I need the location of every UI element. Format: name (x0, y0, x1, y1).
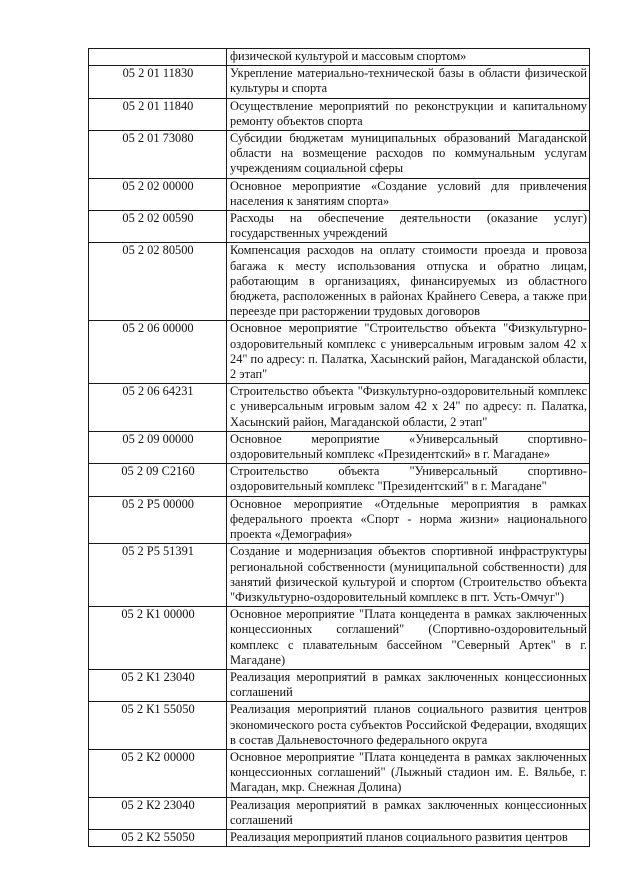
table-row (89, 797, 590, 829)
table-row (89, 464, 590, 496)
description-cell: Основное мероприятие "Плата концедента в рамках заключенных концессионных соглашений" (Лыжный стадион им. Е. Вяльбе, г. Магадан, мкр. Снежная Долина) (227, 749, 590, 797)
description-cell: Основное мероприятие «Отдельные мероприятия в рамках федерального проекта «Спорт - норма жизни» национального проекта «Демография» (227, 496, 590, 544)
budget-classification-page (88, 48, 590, 847)
table-row (89, 131, 590, 179)
table-row (89, 607, 590, 670)
description-cell: Расходы на обеспечение деятельности (оказание услуг) государственных учреждений (227, 211, 590, 243)
table-row (89, 749, 590, 797)
budget-code-table (88, 48, 590, 847)
budget-code-cell: 05 2 02 00000 (89, 178, 227, 210)
description-cell: Компенсация расходов на оплату стоимости проезда и провоза багажа к месту использования отпуска и обратно лицам, работающим в организациях, финансируемых из областного бюджета, расположенных в районах Крайнего Севера, а также при переезде при расторжении трудовых договоров (227, 243, 590, 321)
budget-code-cell: 05 2 Р5 00000 (89, 496, 227, 544)
budget-code-cell: 05 2 01 11840 (89, 98, 227, 130)
description-cell: Осуществление мероприятий по реконструкции и капитальному ремонту объектов спорта (227, 98, 590, 130)
description-cell: Строительство объекта "Универсальный спортивно-оздоровительный комплекс "Президентский" в г. Магадане" (227, 464, 590, 496)
budget-code-cell: 05 2 К1 55050 (89, 702, 227, 750)
table-row (89, 49, 590, 66)
budget-code-cell: 05 2 К2 23040 (89, 797, 227, 829)
description-cell: Основное мероприятие «Создание условий для привлечения населения к занятиям спорта» (227, 178, 590, 210)
table-row (89, 669, 590, 701)
table-row (89, 829, 590, 846)
budget-code-cell: 05 2 К1 23040 (89, 669, 227, 701)
budget-code-cell: 05 2 01 11830 (89, 66, 227, 98)
description-cell: Реализация мероприятий в рамках заключенных концессионных соглашений (227, 797, 590, 829)
table-row (89, 66, 590, 98)
budget-code-cell: 05 2 К1 00000 (89, 607, 227, 670)
budget-code-cell: 05 2 06 00000 (89, 321, 227, 384)
description-cell: Субсидии бюджетам муниципальных образований Магаданской области на возмещение расходов по коммунальным услугам учреждениям социальной сферы (227, 131, 590, 179)
budget-code-cell: 05 2 09 00000 (89, 431, 227, 463)
budget-code-cell: 05 2 К2 00000 (89, 749, 227, 797)
budget-code-cell: 05 2 02 00590 (89, 211, 227, 243)
budget-code-cell: 05 2 К2 55050 (89, 829, 227, 846)
description-cell: Основное мероприятие "Строительство объекта "Физкультурно-оздоровительный комплекс с универсальным игровым залом 42 х 24" по адресу: п. Палатка, Хасынский район, Магаданской области, 2 этап" (227, 321, 590, 384)
table-row (89, 544, 590, 607)
table-row (89, 496, 590, 544)
description-cell: Укрепление материально-технической базы в области физической культуры и спорта (227, 66, 590, 98)
table-row (89, 211, 590, 243)
table-row (89, 702, 590, 750)
budget-code-cell (89, 49, 227, 66)
table-row (89, 384, 590, 432)
budget-code-cell: 05 2 Р5 51391 (89, 544, 227, 607)
description-cell: Основное мероприятие "Плата концедента в рамках заключенных концессионных соглашений" (Спортивно-оздоровительный комплекс с плавательным бассейном "Северный Артек" в г. Магадане) (227, 607, 590, 670)
description-cell: Реализация мероприятий планов социального развития центров (227, 829, 590, 846)
description-cell: Основное мероприятие «Универсальный спортивно-оздоровительный комплекс «Президентский» в г. Магадане» (227, 431, 590, 463)
description-cell: Реализация мероприятий планов социального развития центров экономического роста субъектов Российской Федерации, входящих в состав Дальневосточного федерального округа (227, 702, 590, 750)
description-cell: Создание и модернизация объектов спортивной инфраструктуры региональной собственности (муниципальной собственности) для занятий физической культурой и спортом (Строительство объекта "Физкультурно-оздоровительный комплекс в пгт. Усть-Омчуг") (227, 544, 590, 607)
table-row (89, 431, 590, 463)
table-row (89, 321, 590, 384)
table-row (89, 98, 590, 130)
table-row (89, 243, 590, 321)
description-cell: Реализация мероприятий в рамках заключенных концессионных соглашений (227, 669, 590, 701)
description-cell: физической культурой и массовым спортом» (227, 49, 590, 66)
budget-code-cell: 05 2 01 73080 (89, 131, 227, 179)
budget-code-cell: 05 2 06 64231 (89, 384, 227, 432)
budget-code-cell: 05 2 09 С2160 (89, 464, 227, 496)
table-row (89, 178, 590, 210)
description-cell: Строительство объекта "Физкультурно-оздоровительный комплекс с универсальным игровым залом 42 х 24" по адресу: п. Палатка, Хасынский район, Магаданской области, 2 этап" (227, 384, 590, 432)
budget-code-cell: 05 2 02 80500 (89, 243, 227, 321)
